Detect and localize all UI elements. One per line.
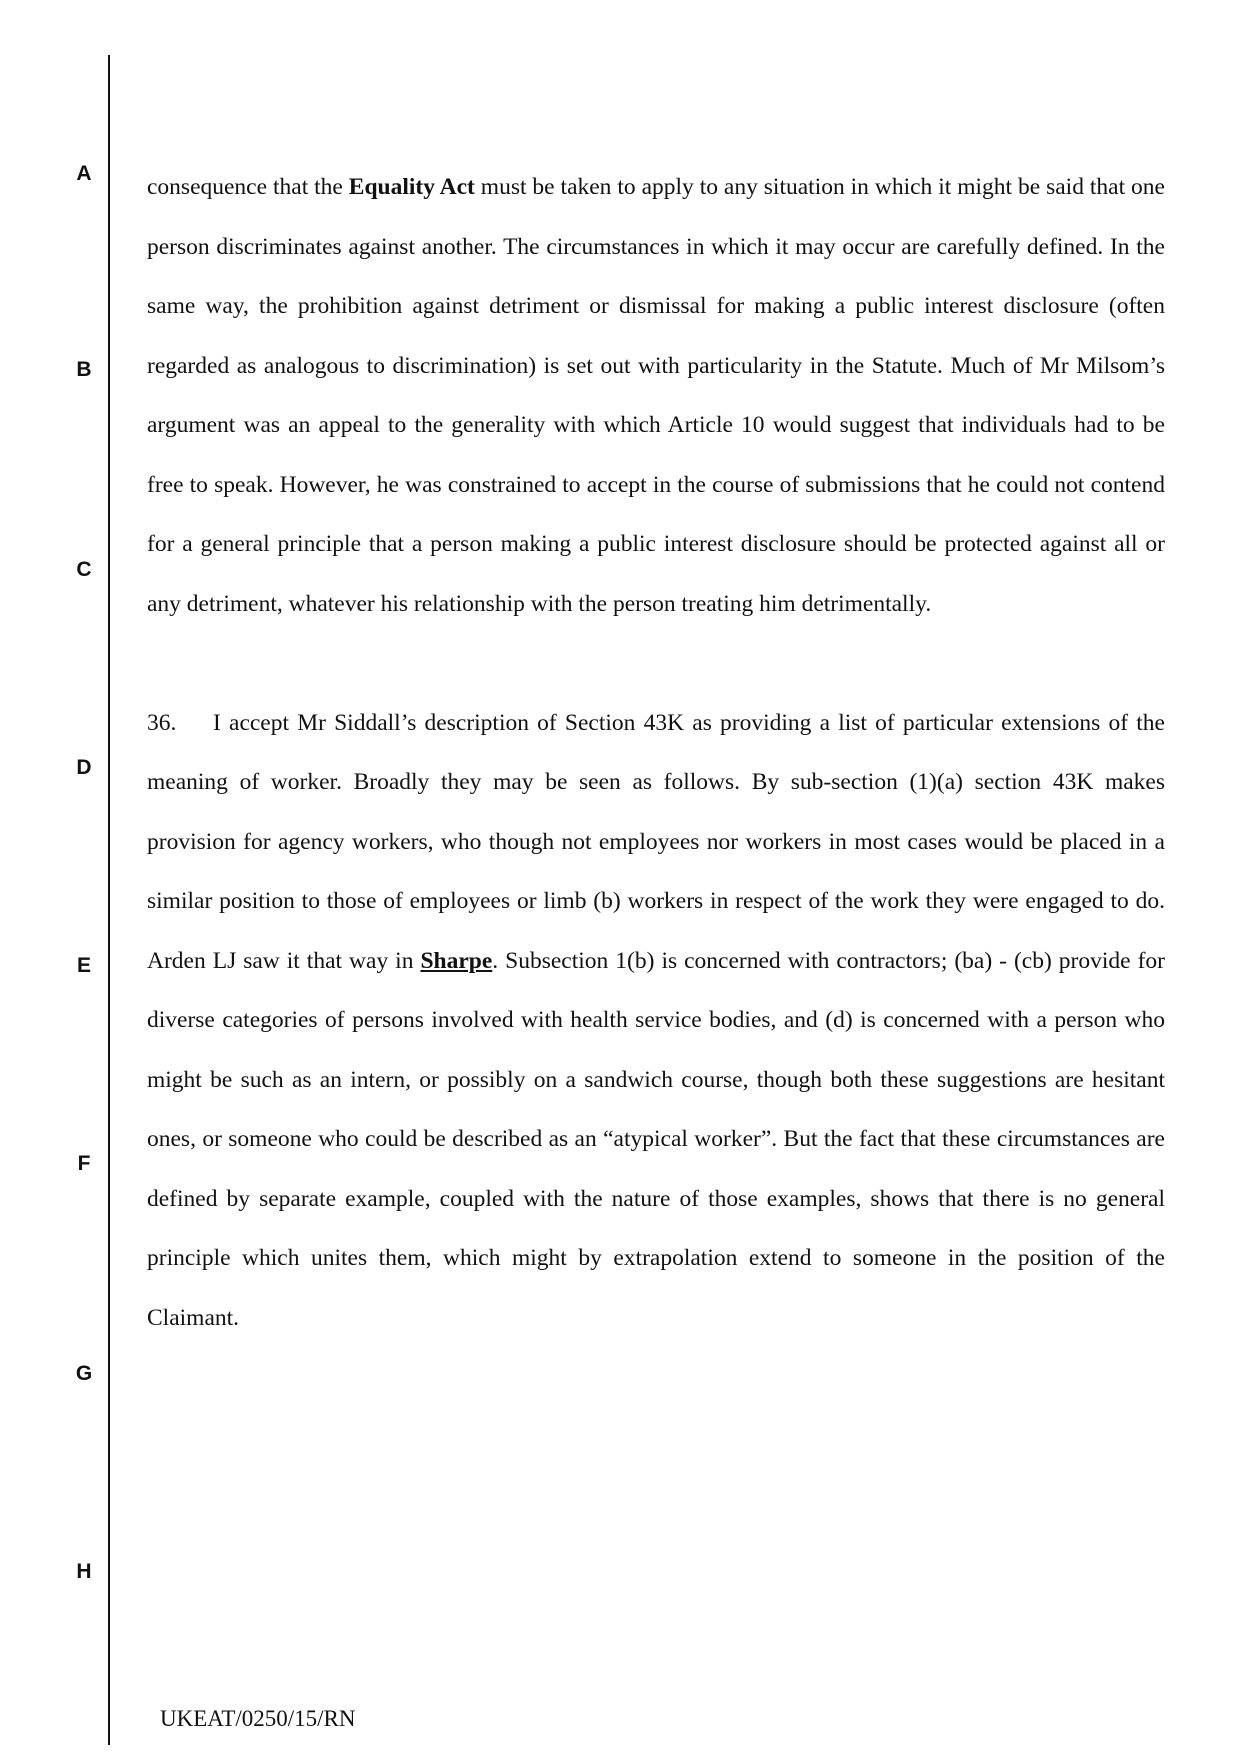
margin-letter-g: G [75, 1362, 93, 1385]
margin-letter-a: A [76, 162, 92, 185]
judgment-body [147, 158, 1165, 1348]
margin-letter-f: F [77, 1152, 91, 1175]
case-number-footer: UKEAT/0250/15/RN [160, 1706, 356, 1731]
statute-reference: Equality Act [348, 174, 475, 200]
margin-letter-c: C [76, 558, 92, 581]
paragraph-text: must be taken to apply to any situation in which it might be said that one person discriminates against another. The circumstances in which it may occur are carefully defined. In the same way, the prohibition against detriment or dismissal for making a public interest disclosure (often regarded as analogous to discrimination) is set out with particularity in the Statute. Much of Mr Milsom’s argument was an appeal to the generality with which Article 10 would suggest that individuals had to be free to speak. However, he was constrained to accept in the course of submissions that he could not contend for a general principle that a person making a public interest disclosure should be protected against all or any detriment, whatever his relationship with the person treating him detrimentally. [147, 174, 1165, 617]
margin-letter-b: B [76, 358, 92, 381]
paragraph-number: 36. [147, 709, 177, 736]
paragraph-text: I accept Mr Siddall’s description of Section 43K as providing a list of particular extensions of the meaning of worker. Broadly they may be seen as follows. By sub-section (1)(a) section 43K makes provision for agency workers, who though not employees nor workers in most cases would be placed in a similar position to those of employees or limb (b) workers in respect of the work they were engaged to do. Arden LJ saw it that way in [147, 709, 1165, 974]
margin-letter-h: H [76, 1560, 92, 1583]
paragraph-36 [147, 694, 1165, 1349]
margin-rule [108, 55, 110, 1745]
margin-letter-d: D [76, 756, 92, 779]
paragraph-continuation [147, 158, 1165, 634]
paragraph-text: . Subsection 1(b) is concerned with contractors; (ba) - (cb) provide for diverse categories of persons involved with health service bodies, and (d) is concerned with a person who might be such as an intern, or possibly on a sandwich course, though both these suggestions are hesitant ones, or someone who could be described as an “atypical worker”. But the fact that these circumstances are defined by separate example, coupled with the nature of those examples, shows that there is no general principle which unites them, which might by extrapolation extend to someone in the position of the Claimant. [147, 947, 1165, 1331]
paragraph-text: consequence that the [147, 174, 349, 200]
case-reference: Sharpe [420, 947, 493, 974]
margin-letter-e: E [76, 954, 91, 977]
